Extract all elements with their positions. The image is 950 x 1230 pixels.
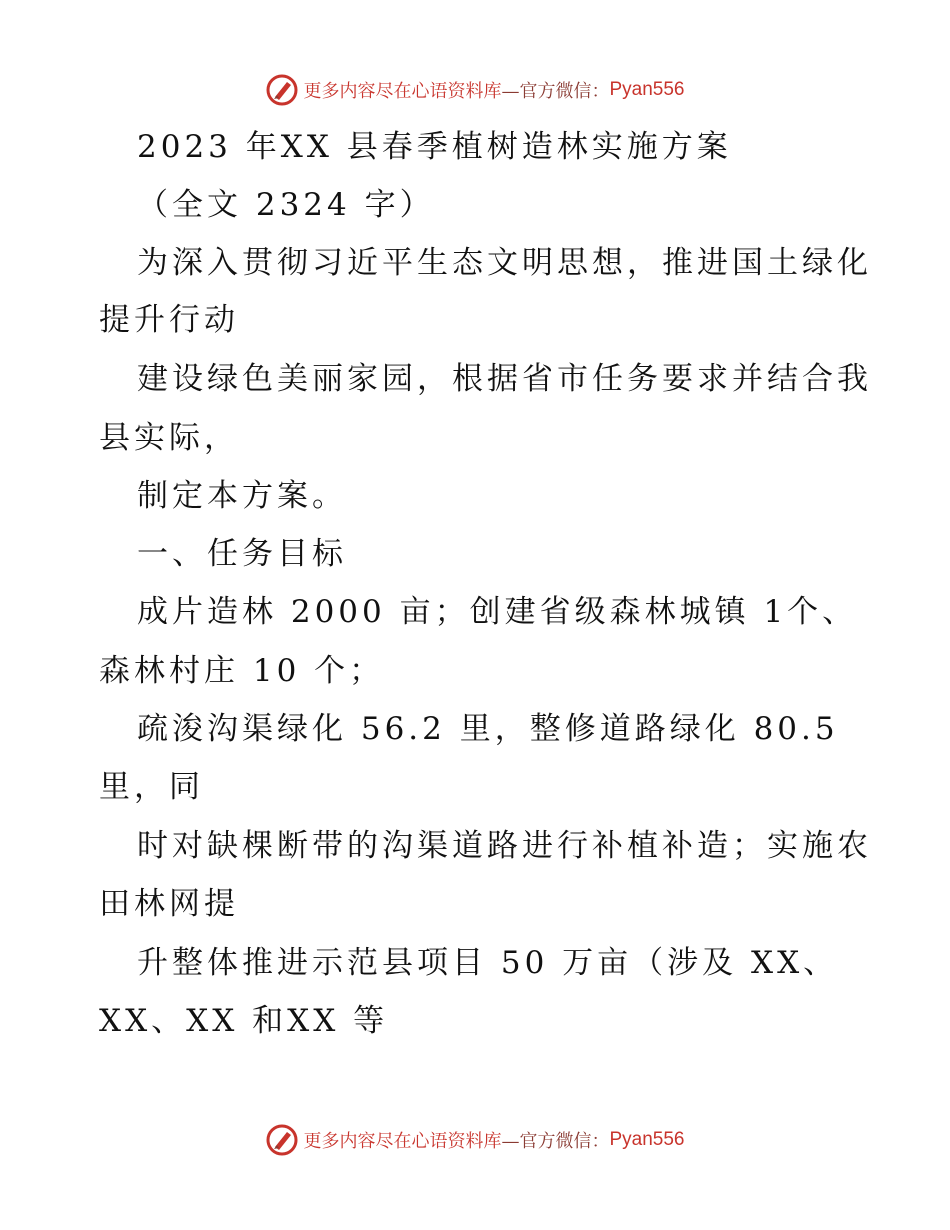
paragraph-line: 里，同 [99, 769, 204, 805]
paragraph-line: XX、XX 和XX 等 [99, 1003, 389, 1039]
word-count: （全文 2324 字） [137, 187, 435, 223]
footer-watermark [0, 1120, 950, 1160]
pen-logo-icon [265, 73, 299, 107]
watermark-site-text: 更多内容尽在心语资料库 [303, 1131, 502, 1152]
paragraph-line: 田林网提 [99, 886, 239, 922]
paragraph-line: 提升行动 [99, 302, 239, 338]
watermark-wechat-label: —官方微信： [501, 81, 610, 102]
paragraph-line: 成片造林 2000 亩；创建省级森林城镇 1个、 [137, 594, 858, 630]
pen-logo-icon [265, 1123, 299, 1157]
section-heading: 一、任务目标 [137, 536, 347, 572]
watermark-wechat-id: Pyan556 [609, 1129, 685, 1150]
paragraph-line: 森林村庄 10 个； [99, 653, 385, 689]
paragraph-line: 升整体推进示范县项目 50 万亩（涉及 XX、 [137, 945, 839, 981]
paragraph-line: 疏浚沟渠绿化 56.2 里，整修道路绿化 80.5 [137, 711, 839, 747]
header-watermark [0, 70, 950, 110]
paragraph-line: 为深入贯彻习近平生态文明思想，推进国土绿化 [137, 245, 872, 281]
paragraph-line: 县实际， [99, 420, 239, 456]
watermark-site-text: 更多内容尽在心语资料库 [303, 81, 502, 102]
watermark-wechat-id: Pyan556 [609, 79, 685, 100]
paragraph-line: 建设绿色美丽家园，根据省市任务要求并结合我 [137, 361, 872, 397]
watermark-wechat-label: —官方微信： [501, 1131, 610, 1152]
paragraph-line: 时对缺棵断带的沟渠道路进行补植补造；实施农 [137, 828, 872, 864]
document-title: 2023 年XX 县春季植树造林实施方案 [137, 129, 732, 165]
paragraph-line: 制定本方案。 [137, 478, 347, 514]
